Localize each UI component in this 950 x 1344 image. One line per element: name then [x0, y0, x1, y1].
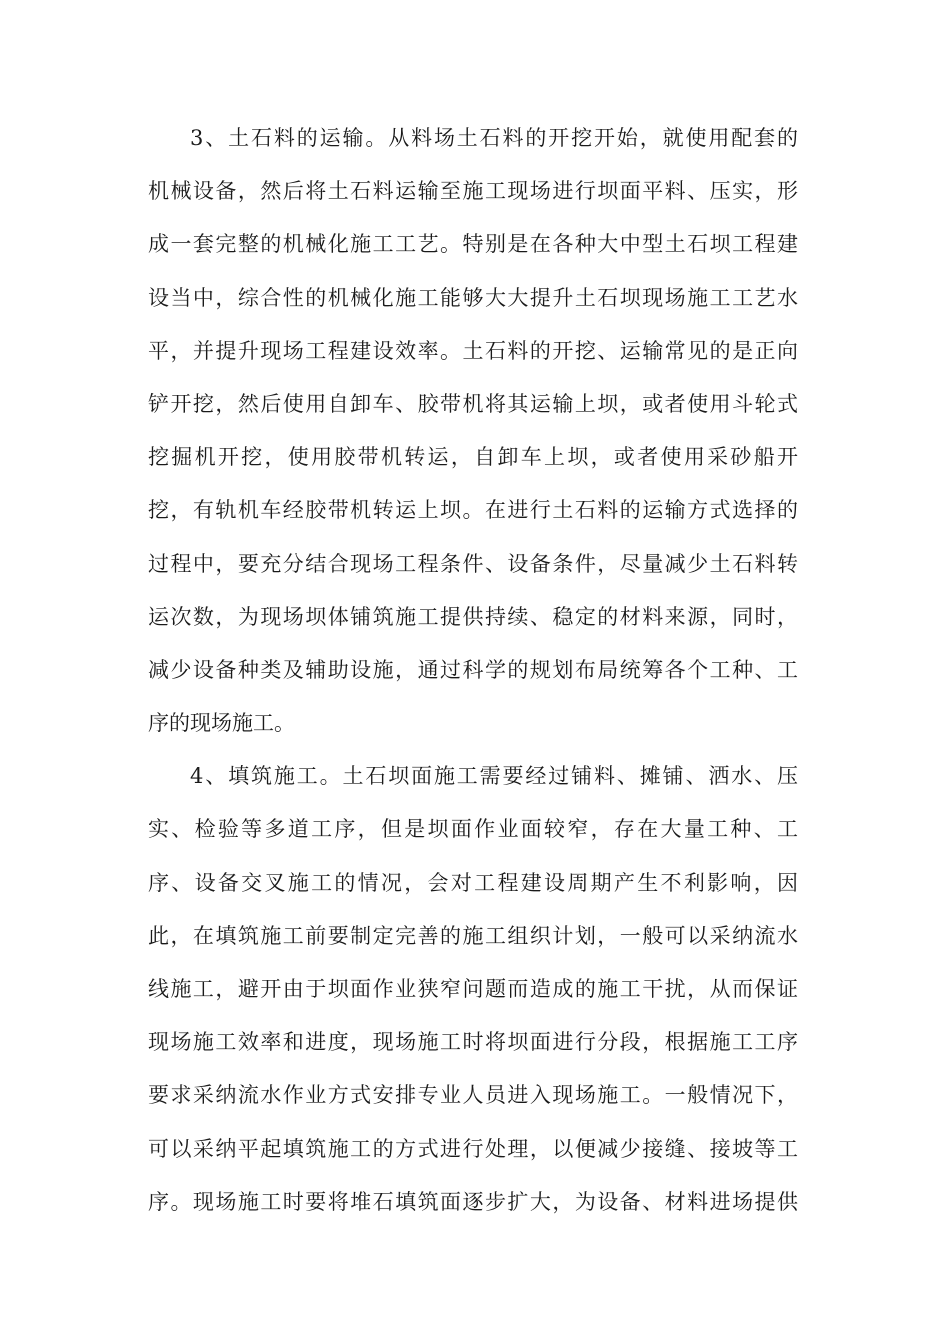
paragraph-line: 要求采纳流水作业方式安排专业人员进入现场施工。一般情况下，: [148, 1083, 798, 1108]
paragraph-line: 运次数，为现场坝体铺筑施工提供持续、稳定的材料来源，同时，: [148, 604, 798, 629]
paragraph-line: 此，在填筑施工前要制定完善的施工组织计划，一般可以采纳流水: [148, 923, 798, 948]
paragraph-line: 铲开挖，然后使用自卸车、胶带机将其运输上坝，或者使用斗轮式: [148, 391, 798, 416]
paragraph-line: 序、设备交叉施工的情况，会对工程建设周期产生不利影响，因: [148, 870, 798, 895]
paragraph-line: 挖掘机开挖，使用胶带机转运，自卸车上坝，或者使用采砂船开: [148, 445, 798, 470]
paragraph-line: 4、填筑施工。土石坝面施工需要经过铺料、摊铺、洒水、压: [190, 764, 798, 789]
paragraph-transport: [148, 118, 798, 756]
paragraph-line: 3、土石料的运输。从料场土石料的开挖开始，就使用配套的: [190, 126, 798, 150]
paragraph-line: 成一套完整的机械化施工工艺。特别是在各种大中型土石坝工程建: [148, 232, 798, 257]
paragraph-line: 可以采纳平起填筑施工的方式进行处理，以便减少接缝、接坡等工: [148, 1136, 798, 1161]
paragraph-line: 挖，有轨机车经胶带机转运上坝。在进行土石料的运输方式选择的: [148, 498, 798, 523]
paragraph-line: 机械设备，然后将土石料运输至施工现场进行坝面平料、压实，形: [148, 179, 798, 204]
paragraph-line: 设当中，综合性的机械化施工能够大大提升土石坝现场施工工艺水: [148, 285, 798, 310]
paragraph-line: 序的现场施工。: [148, 711, 295, 736]
paragraph-line: 线施工，避开由于坝面作业狭窄问题而造成的施工干扰，从而保证: [148, 977, 798, 1001]
paragraph-line: 减少设备种类及辅助设施，通过科学的规划布局统筹各个工种、工: [148, 657, 798, 682]
document-body: [148, 118, 798, 1235]
paragraph-line: 过程中，要充分结合现场工程条件、设备条件，尽量减少土石料转: [148, 551, 798, 576]
paragraph-line: 现场施工效率和进度，现场施工时将坝面进行分段，根据施工工序: [148, 1030, 798, 1055]
paragraph-line: 序。现场施工时要将堆石填筑面逐步扩大，为设备、材料进场提供: [148, 1189, 798, 1214]
paragraph-filling-construction: [148, 756, 798, 1235]
paragraph-line: 平，并提升现场工程建设效率。土石料的开挖、运输常见的是正向: [148, 338, 798, 363]
paragraph-line: 实、检验等多道工序，但是坝面作业面较窄，存在大量工种、工: [148, 817, 798, 842]
